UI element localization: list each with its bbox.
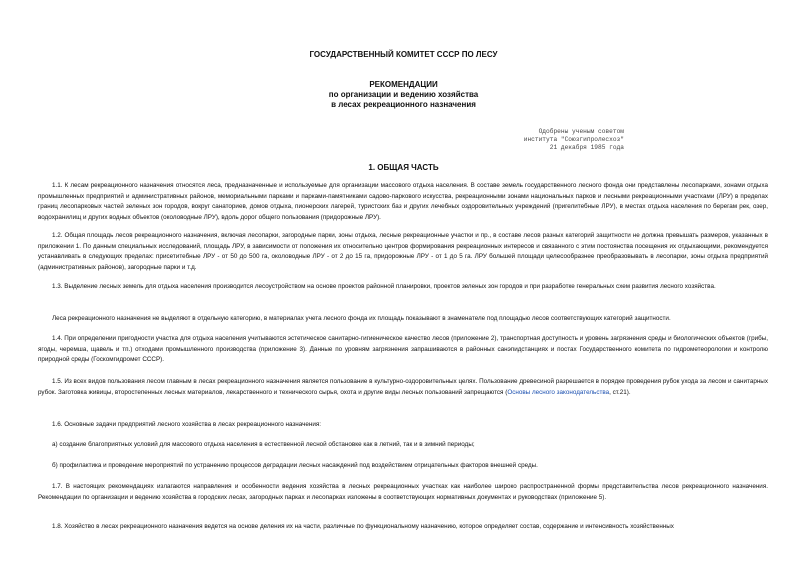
paragraph-1-5-text: 1.5. Из всех видов пользования лесом главным в лесах рекреационного назначения является пользование в культурно-оздоровительных целях. Пользование древесиной разрешается в порядке проведения рубок ухода за лесом и санитарных рубок. Заготовка живицы, второстепенных лесных материалов, лекарственного и технического сырья, охота и другие виды лесных пользований запрещаются (: [38, 378, 768, 396]
section-title: 1. ОБЩАЯ ЧАСТЬ: [368, 163, 439, 172]
approval-line: Одобрены ученым советом: [538, 128, 624, 135]
title-line: РЕКОМЕНДАЦИИ: [369, 80, 438, 89]
title-line: в лесах рекреационного назначения: [331, 100, 476, 109]
title-line: по организации и ведению хозяйства: [328, 90, 479, 99]
paragraph-1-7: 1.7. В настоящих рекомендациях излагаются направления и особенности ведения хозяйства в лесных рекреационных участках как наиболее широко распространенной формы представительства лесов рекреационного назначения. Рекомендации по организации и ведению хозяйства в городских лесах, загородных парках и лесопарках изложены в соответствующих нормативных документах и руководствах (приложение 5).: [38, 483, 768, 501]
paragraph-1-3: 1.3. Выделение лесных земель для отдыха населения производится лесоустройством на основе проектов районной планировки, проектов зеленых зон городов и при разработке генеральных схем развития лесного хозяйства.: [52, 283, 716, 290]
paragraph-1-6-a: а) создание благоприятных условий для массового отдыха населения в естественной лесной обстановке как в летний, так и в зимний периоды;: [52, 441, 475, 448]
paragraph-1-4: 1.4. При определении пригодности участка для отдыха населения учитываются эстетическое санитарно-гигиеническое качество лесов (приложение 2), транспортная доступность и уровень загрязнения среды и биологических объектов (грибы, ягоды, черемша, щавель и тп.) отходами промышленного производства (приложение 3). Данные по уровням загрязнения запрашиваются в районных санэпидстанциях и постах Государственного комитета по гидрометеорологии и контролю природной среды (Госкомгидромет СССР).: [38, 335, 768, 364]
approval-line: института "Союзгипролесхоз": [523, 136, 624, 143]
approval-note: [500, 128, 624, 152]
organization-heading: ГОСУДАРСТВЕННЫЙ КОМИТЕТ СССР ПО ЛЕСУ: [309, 50, 498, 59]
paragraph-1-6: 1.6. Основные задачи предприятий лесного хозяйства в лесах рекреационного назначения:: [52, 421, 322, 428]
paragraph-1-5-tail: , ст.21).: [609, 388, 631, 396]
legislation-link[interactable]: Основы лесного законодательства: [507, 388, 610, 396]
paragraph-1-1: 1.1. К лесам рекреационного назначения относятся леса, предназначенные и используемые для организации массового отдыха населения. В составе земель государственного лесного фонда они представлены лесопарками, зонами отдыха промышленных предприятий и административных районов, мемориальными парками и парками-памятниками садово-паркового искусства, рекреационными зонами национальных парков и лесными рекреационными участками (ЛРУ) в пределах границ лесопарковых частей зеленых зон городов, вокруг санаториев, домов отдыха, пионерских лагерей, туристских баз и других лечебных оздоровительных учреждений (пригелитебные ЛРУ), в местах отдыха населения по берегам рек, озер, водохранилищ и других водных объектов (околоводные ЛРУ), вдоль дорог общего пользования (придорожные ЛРУ).: [38, 182, 768, 221]
paragraph-1-6-b: б) профилактика и проведение мероприятий по устранению процессов деградации лесных насаждений под воздействием отрицательных факторов внешней среды.: [52, 462, 538, 469]
paragraph-1-8: 1.8. Хозяйство в лесах рекреационного назначения ведется на основе деления их на части, различные по функциональному назначению, которое определяет состав, содержание и интенсивность хозяйственных: [52, 523, 674, 530]
paragraph-1-5: [38, 377, 768, 398]
paragraph-accounting: Леса рекреационного назначения не выделяют в отдельную категорию, в материалах учета лесного фонда их площадь показывают в знаменателе под площадью лесов соответствующих категорий защитности.: [52, 315, 671, 322]
document-title: [0, 80, 807, 110]
paragraph-1-2: 1.2. Общая площадь лесов рекреационного назначения, включая лесопарки, загородные парки, зоны отдыха, лесные рекреационные участки и пр., в составе лесов разных категорий защитности не должна превышать размеров, указанных в приложении 1. По данным специальных исследований, площадь ЛРУ, в зависимости от положения их относительно центров формирования рекреационных интересов и связанного с этим постоянства посещения их отдыхающими, рекомендуется устанавливать в следующих пределах: присетитебные ЛРУ - от 50 до 500 га, околоводные ЛРУ - от 2 до 15 га, придорожные ЛРУ - от 1 до 5 га. ЛРУ большей площади целесообразнее преобразовывать в лесопарки, зоны отдыха предприятий (административных районов), загородные парки и т.д.: [38, 232, 768, 271]
approval-line: 21 декабря 1985 года: [549, 144, 624, 151]
